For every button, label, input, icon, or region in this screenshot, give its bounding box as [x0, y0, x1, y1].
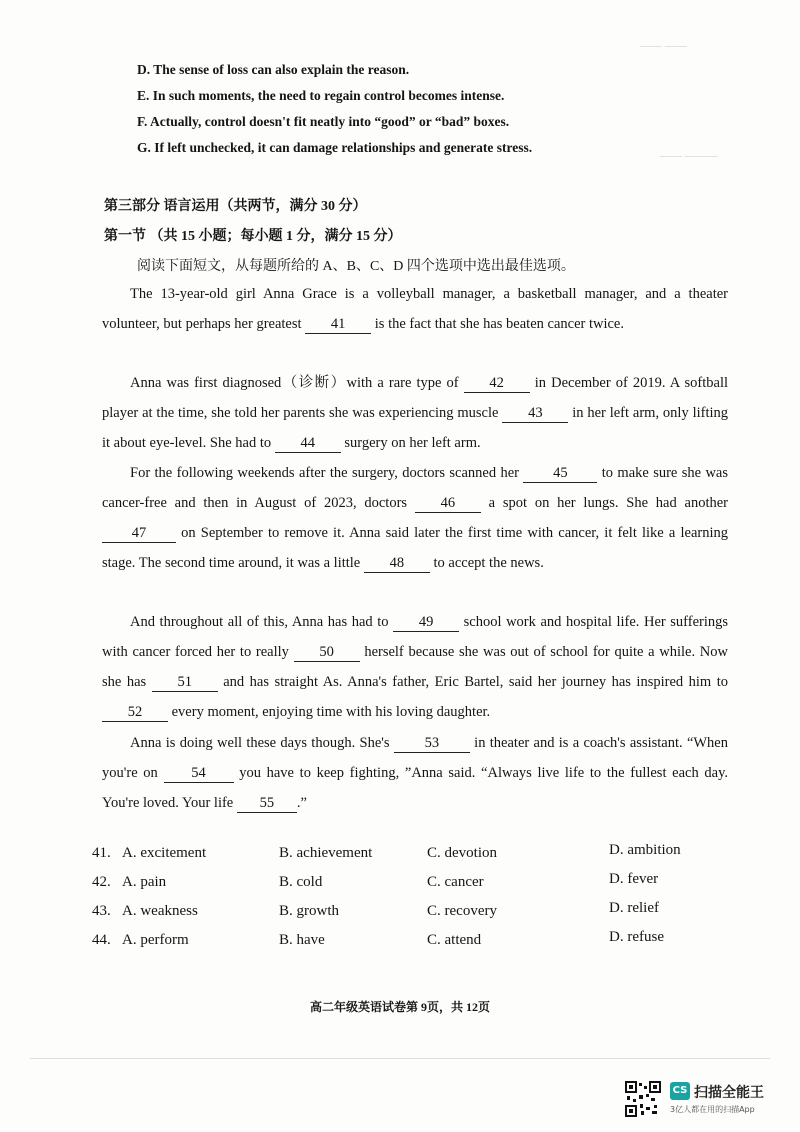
bleed-through-mark: —— —— [640, 40, 687, 52]
instruction: 阅读下面短文，从每题所给的 A、B、C、D 四个选项中选出最佳选项。 [137, 259, 575, 274]
blank-51: 51 [152, 673, 218, 692]
bleed-through-mark: —— ——— [660, 150, 718, 162]
page-footer: 高二年级英语试卷第 9页，共 12页 [309, 1000, 490, 1014]
paragraph-2: Anna was first diagnosed（诊断）with a rare type of 42 in December of 2019. A softball player at the time, she told her parents she was experiencing muscle 43 in her left arm, only lifting it about eye-level. She had to 44 surgery on her left arm. [102, 375, 729, 451]
choice-row-43: 43. A. weakness B. growth C. recovery D. relief [92, 900, 659, 919]
blank-47: 47 [102, 524, 176, 543]
sub-title: 第一节 （共 15 小题；每小题 1 分，满分 15 分） [104, 229, 402, 244]
blank-44: 44 [275, 434, 341, 453]
option-d-sentence: D. The sense of loss can also explain the reason. [137, 62, 410, 77]
option-e-sentence: E. In such moments, the need to regain control becomes intense. [137, 88, 505, 103]
blank-54: 54 [164, 764, 234, 783]
choice-row-42: 42. A. pain B. cold C. cancer D. fever [92, 871, 659, 890]
blank-41: 41 [305, 315, 371, 334]
blank-53: 53 [394, 734, 470, 753]
choice-row-41: 41. A. excitement B. achievement C. devotion D. ambition [92, 842, 681, 861]
blank-43: 43 [502, 404, 568, 423]
blank-46: 46 [415, 494, 481, 513]
scanner-brand: 扫描全能王 [694, 1085, 764, 1101]
blank-48: 48 [364, 554, 430, 573]
blank-45: 45 [523, 464, 597, 483]
scanner-tagline: 3亿人都在用的扫描App [670, 1105, 755, 1114]
paragraph-3: For the following weekends after the surgery, doctors scanned her 45 to make sure she was cancer-free and then in August of 2023, doctors 46 a spot on her lungs. She had another 47 on September to remove it. Anna said later the first time with cancer, it felt like a learning stage. The second time around, it was a little 48 to accept the news. [102, 465, 729, 571]
blank-42: 42 [464, 374, 530, 393]
blank-52: 52 [102, 703, 168, 722]
option-f-sentence: F. Actually, control doesn't fit neatly into “good” or “bad” boxes. [137, 114, 510, 129]
qr-code-icon [624, 1080, 662, 1118]
blank-49: 49 [393, 613, 459, 632]
choice-row-44: 44. A. perform B. have C. attend D. refuse [92, 929, 664, 948]
divider [30, 1058, 770, 1059]
camscanner-logo-icon: CS [670, 1082, 690, 1100]
paragraph-5: Anna is doing well these days though. She's 53 in theater and is a coach's assistant. “When you're on 54 you have to keep fighting, ”Anna said. “Always live life to the fullest each day. You're loved. Your life 55 .” [102, 735, 729, 811]
blank-50: 50 [294, 643, 360, 662]
blank-55: 55 [237, 794, 297, 813]
option-g-sentence: G. If left unchecked, it can damage relationships and generate stress. [137, 140, 533, 155]
part-title: 第三部分 语言运用（共两节，满分 30 分） [104, 199, 367, 214]
paragraph-4: And throughout all of this, Anna has had to 49 school work and hospital life. Her sufferings with cancer forced her to really 50 herself because she was out of school for quite a while. Now she has 51 and has straight As. Anna's father, Eric Bartel, said her journey has inspired him to 52 every moment, enjoying time with his loving daughter. [102, 614, 729, 720]
choices-table [92, 842, 742, 961]
paragraph-1: The 13-year-old girl Anna Grace is a volleyball manager, a basketball manager, and a theater volunteer, but perhaps her greatest 41 is the fact that she has beaten cancer twice. [102, 286, 728, 332]
scanner-watermark [624, 1080, 782, 1120]
